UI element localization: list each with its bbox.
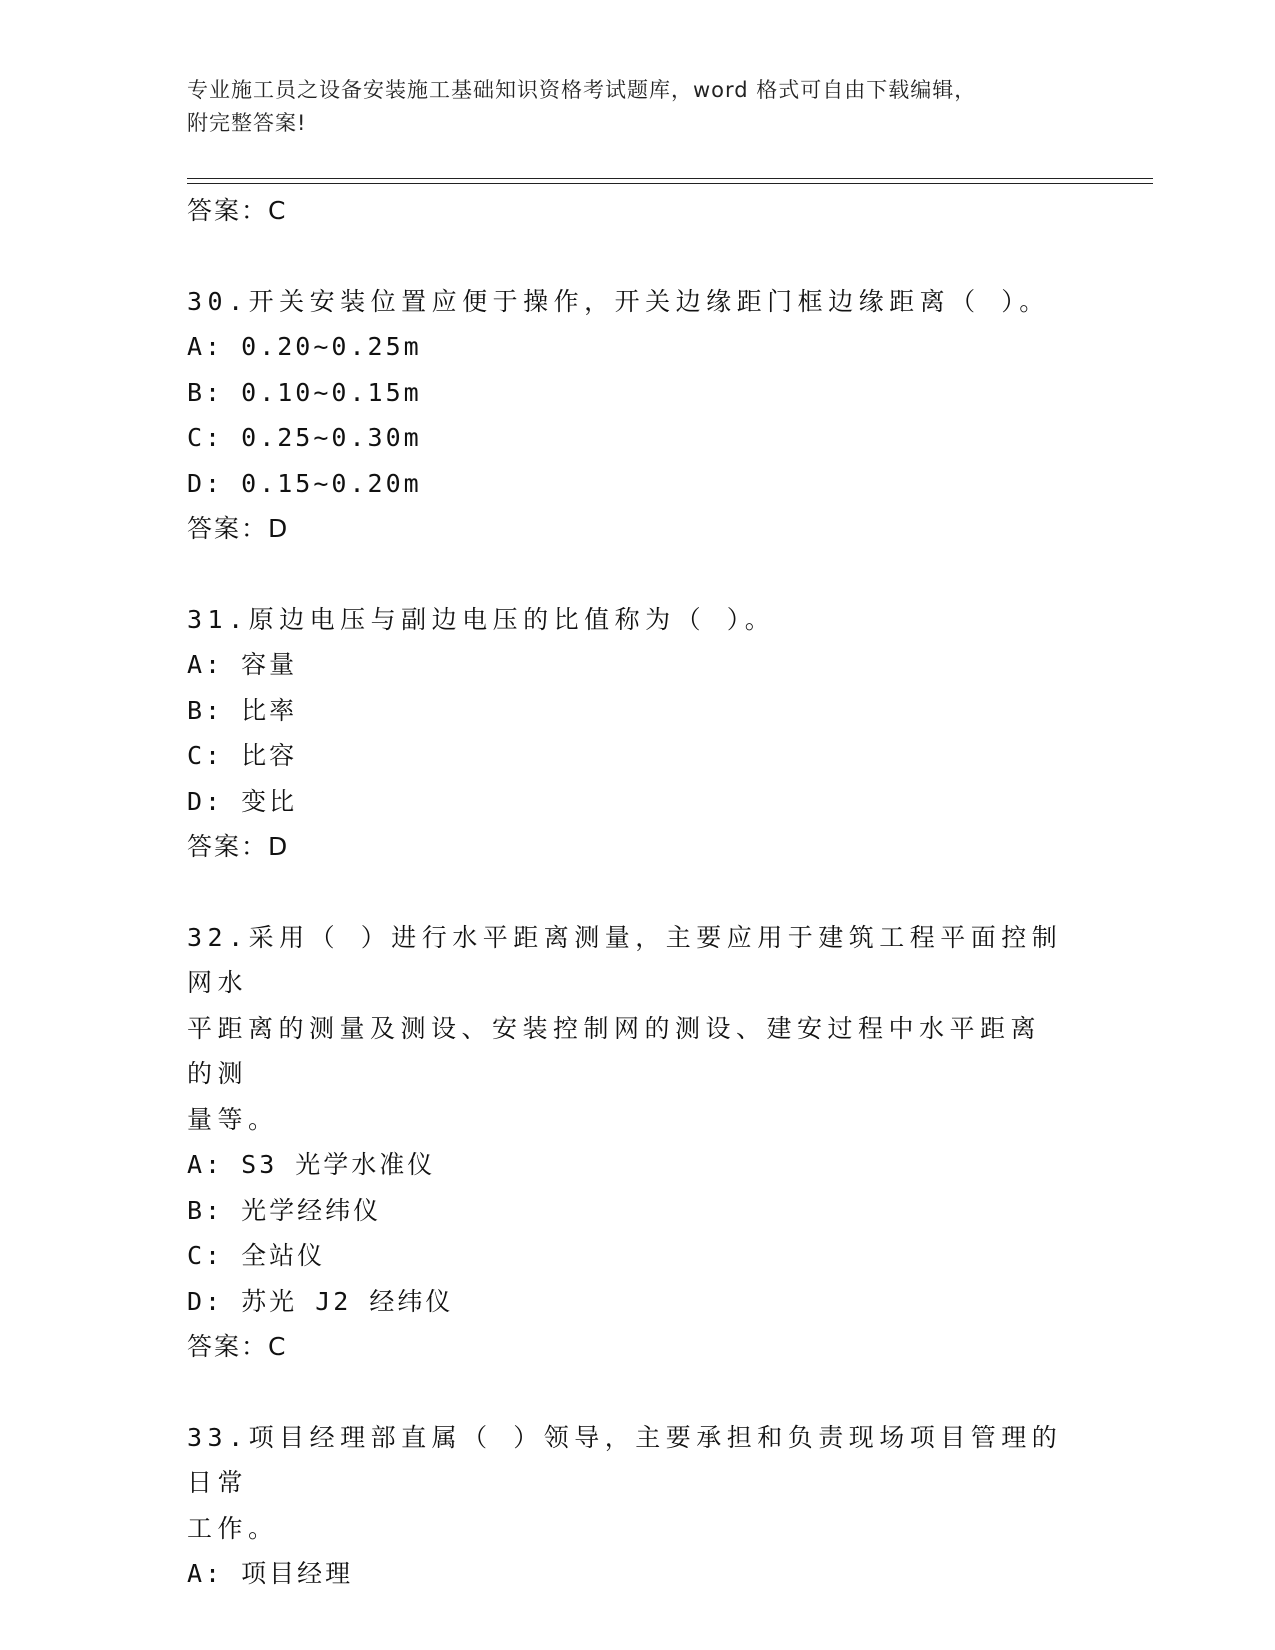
option-a: A: 容量 [187, 650, 298, 679]
answer-line: 答案：C [187, 196, 288, 225]
question-text: 31.原边电压与副边电压的比值称为（ ）。 [187, 604, 776, 634]
document-body [187, 188, 1067, 1597]
option-c: C: 比容 [187, 741, 298, 770]
question-text: 30.开关安装位置应便于操作，开关边缘距门框边缘距离（ ）。 [187, 286, 1050, 316]
header-divider-bottom [187, 183, 1153, 184]
question-30 [187, 279, 1067, 552]
question-text-line-2: 工作。 [187, 1513, 279, 1543]
option-a: A: S3 光学水准仪 [187, 1150, 436, 1179]
header-line-2: 附完整答案! [187, 111, 307, 135]
option-d: D: 变比 [187, 786, 298, 816]
answer-line: 答案：C [187, 1332, 288, 1361]
question-text-line-1: 33.项目经理部直属（ ）领导，主要承担和负责现场项目管理的日常 [187, 1422, 1063, 1497]
option-a: A: 项目经理 [187, 1559, 354, 1588]
header-line-1: 专业施工员之设备安装施工基础知识资格考试题库，word 格式可自由下载编辑， [187, 78, 977, 102]
header-divider-top [187, 178, 1153, 179]
answer-line: 答案：D [187, 514, 290, 543]
option-b: B: 光学经纬仪 [187, 1195, 382, 1225]
answer-line: 答案：D [187, 832, 290, 861]
question-32 [187, 915, 1067, 1370]
option-d: D: 苏光 J2 经纬仪 [187, 1286, 454, 1316]
question-text-line-1: 32.采用（ ）进行水平距离测量，主要应用于建筑工程平面控制网水 [187, 922, 1063, 997]
option-c: C: 0.25~0.30m [187, 423, 422, 452]
option-b: B: 0.10~0.15m [187, 377, 422, 407]
option-b: B: 比率 [187, 695, 298, 725]
option-d: D: 0.15~0.20m [187, 468, 422, 498]
question-31 [187, 597, 1067, 870]
document-header [187, 74, 1067, 140]
question-text-line-3: 量等。 [187, 1104, 279, 1134]
question-33 [187, 1415, 1067, 1597]
option-a: A: 0.20~0.25m [187, 332, 422, 361]
question-text-line-2: 平距离的测量及测设、安装控制网的测设、建安过程中水平距离的测 [187, 1013, 1042, 1088]
option-c: C: 全站仪 [187, 1241, 326, 1270]
